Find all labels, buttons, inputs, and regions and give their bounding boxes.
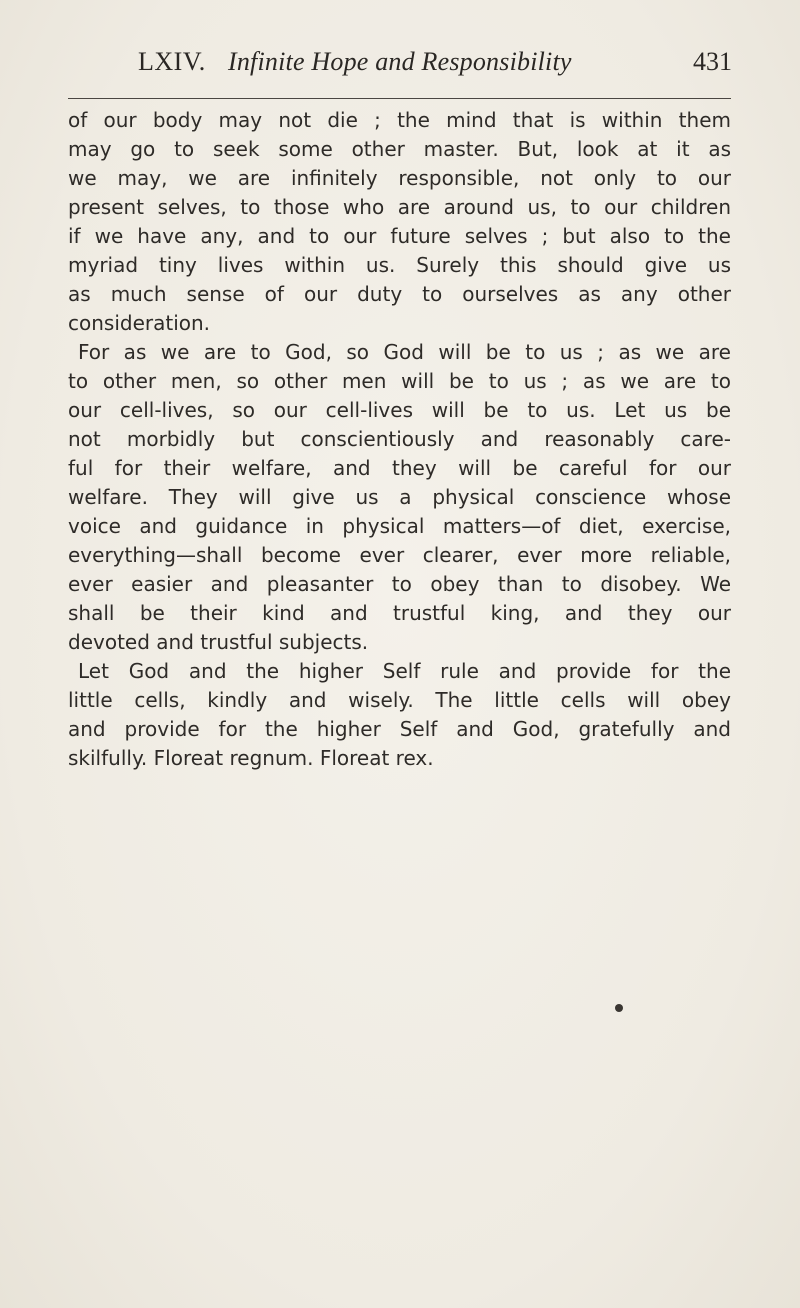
text-line: For as we are to God, so God will be to us ; as we are [78,340,731,364]
text-line: ful for their welfare, and they will be careful for our [68,456,731,480]
text-line: we may, we are infinitely responsible, not only to our [68,166,731,190]
text-line: Let God and the higher Self rule and provide for the [78,659,731,683]
text-line: our cell-lives, so our cell-lives will be to us. Let us be [68,398,731,422]
ink-speck [615,1004,623,1012]
page-number: 431 [693,47,732,76]
text-line: devoted and trustful subjects. [68,630,369,654]
text-line: welfare. They will give us a physical conscience whose [68,485,731,509]
text-line: ever easier and pleasanter to obey than to disobey. We [68,572,731,596]
running-title: Infinite Hope and Responsibility [228,47,572,76]
text-line: and provide for the higher Self and God, gratefully and [68,717,731,741]
body-text [68,106,731,773]
text-line: myriad tiny lives within us. Surely this should give us [68,253,731,277]
text-line: present selves, to those who are around us, to our children [68,195,731,219]
text-line: not morbidly but conscientiously and reasonably care- [68,427,731,451]
text-line: to other men, so other men will be to us ; as we are to [68,369,731,393]
header-rule [68,98,731,99]
text-line: little cells, kindly and wisely. The little cells will obey [68,688,731,712]
chapter-number: LXIV. [138,47,206,76]
text-line: everything—shall become ever clearer, ever more reliable, [68,543,731,567]
text-line: if we have any, and to our future selves ; but also to the [68,224,731,248]
text-line: skilfully. Floreat regnum. Floreat rex. [68,746,434,770]
text-line: voice and guidance in physical matters—of diet, exercise, [68,514,731,538]
text-line: of our body may not die ; the mind that is within them [68,108,731,132]
running-header [68,40,732,84]
text-line: as much sense of our duty to ourselves as any other [68,282,731,306]
text-line: may go to seek some other master. But, look at it as [68,137,731,161]
text-line: consideration. [68,311,211,335]
text-line: shall be their kind and trustful king, and they our [68,601,731,625]
